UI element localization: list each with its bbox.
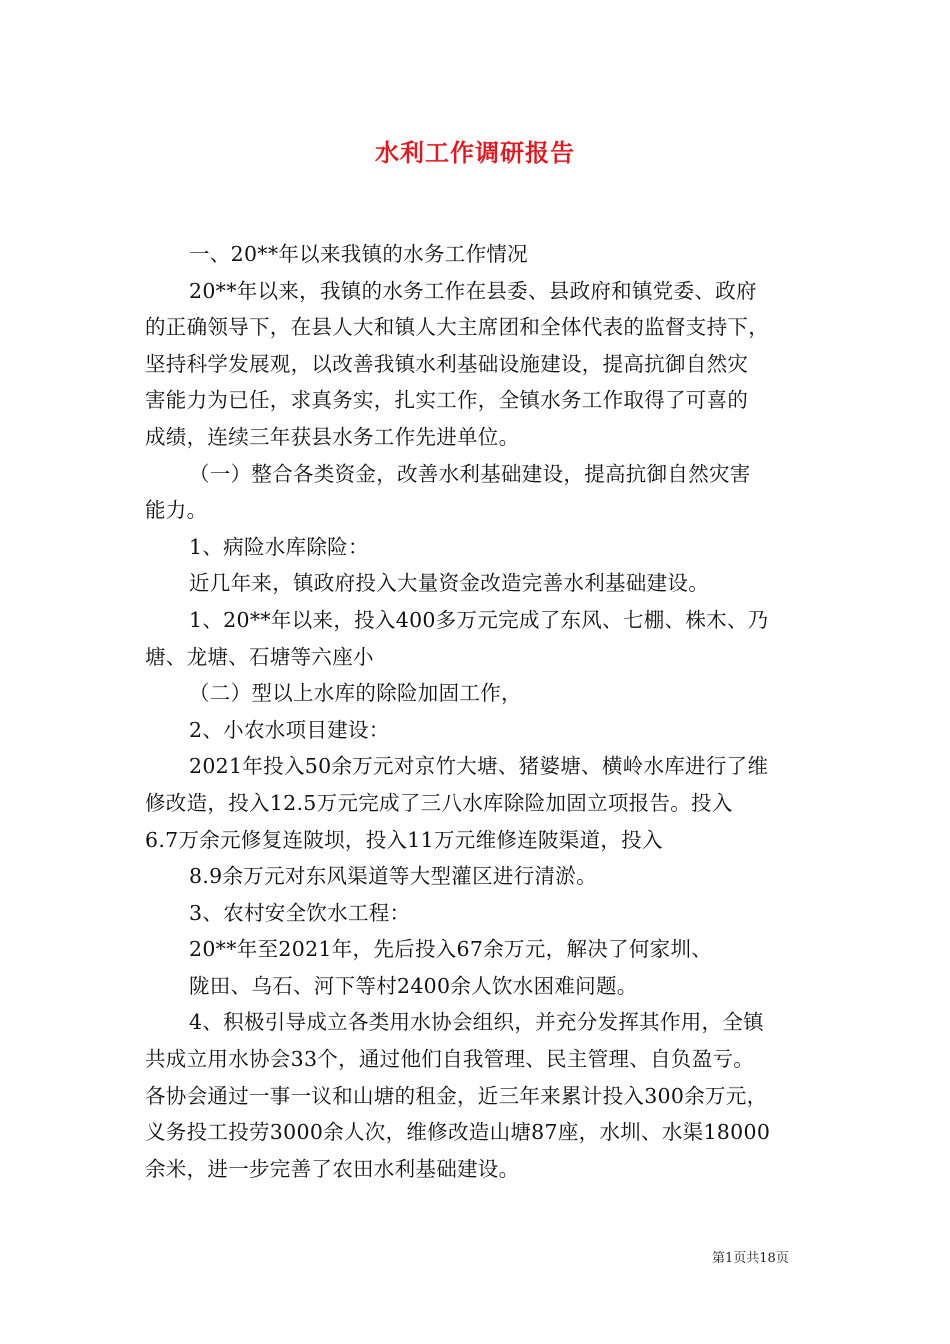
text-line: 陇田、乌石、河下等村2400余人饮水困难问题。	[189, 973, 638, 998]
text-line: 共成立用水协会33个，通过他们自我管理、民主管理、自负盈亏。	[145, 1047, 755, 1072]
text-line: 坚持科学发展观，以改善我镇水利基础设施建设，提高抗御自然灾	[145, 351, 749, 376]
text-line: 的正确领导下，在县人大和镇人大主席团和全体代表的监督支持下，	[145, 315, 769, 340]
text-line: （二）型以上水库的除险加固工作，	[189, 681, 522, 706]
text-line: 3、农村安全饮水工程：	[189, 900, 411, 925]
text-line: 1、病险水库除险：	[189, 534, 369, 559]
text-line: 修改造，投入12.5万元完成了三八水库除险加固立项报告。投入	[145, 790, 733, 815]
text-line: 2、小农水项目建设：	[189, 717, 390, 742]
document-body	[145, 236, 825, 1187]
text-line: 能力。	[145, 498, 208, 523]
text-line: 4、积极引导成立各类用水协会组织，并充分发挥其作用，全镇	[189, 1010, 764, 1035]
text-line: 成绩，连续三年获县水务工作先进单位。	[145, 424, 520, 449]
text-line: 各协会通过一事一议和山塘的租金，近三年来累计投入300余万元，	[145, 1083, 768, 1108]
text-line: 6.7万余元修复连陂坝，投入11万元维修连陂渠道，投入	[145, 827, 663, 852]
page-number: 第1页共18页	[712, 1251, 789, 1266]
text-line: 2021年投入50余万元对京竹大塘、猪婆塘、横岭水库进行了维	[189, 754, 769, 779]
document-title: 水利工作调研报告	[375, 138, 575, 167]
text-line: 20**年以来，我镇的水务工作在县委、县政府和镇党委、政府	[189, 278, 757, 303]
text-line: 20**年至2021年，先后投入67余万元，解决了何家圳、	[189, 937, 713, 962]
text-line: 8.9余万元对东风渠道等大型灌区进行清淤。	[189, 864, 597, 889]
text-line: 害能力为已任，求真务实，扎实工作，全镇水务工作取得了可喜的	[145, 388, 749, 413]
text-line: 余米，进一步完善了农田水利基础建设。	[145, 1156, 520, 1181]
text-line: 塘、龙塘、石塘等六座小	[145, 644, 374, 669]
text-line: 义务投工投劳3000余人次，维修改造山塘87座，水圳、水渠18000	[145, 1120, 771, 1145]
text-line: 近几年来，镇政府投入大量资金改造完善水利基础建设。	[189, 571, 709, 596]
text-line: 一、20**年以来我镇的水务工作情况	[189, 242, 528, 266]
text-line: （一）整合各类资金，改善水利基础建设，提高抗御自然灾害	[189, 461, 751, 486]
text-line: 1、20**年以来，投入400多万元完成了东风、七棚、株木、乃	[189, 607, 769, 632]
